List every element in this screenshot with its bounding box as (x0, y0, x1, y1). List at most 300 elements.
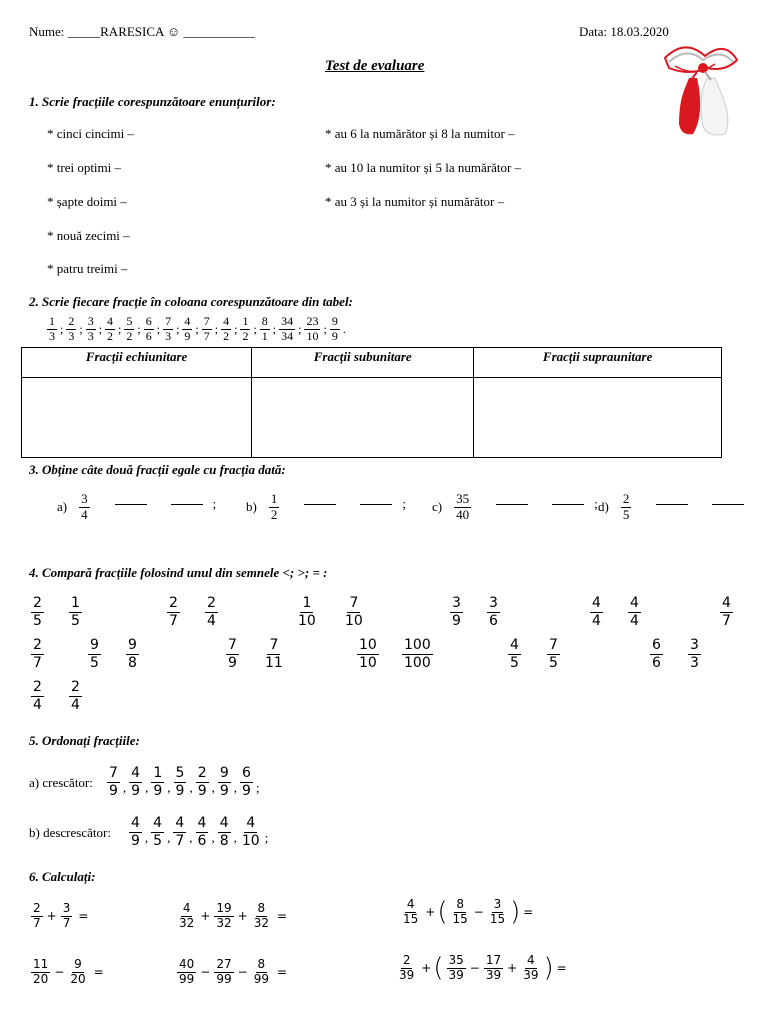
s3-item (598, 492, 744, 523)
compare-fraction (296, 595, 318, 630)
compare-fraction (126, 637, 139, 672)
answer-blank[interactable] (496, 503, 528, 505)
answer-blank[interactable] (304, 503, 336, 505)
order-fraction (196, 765, 209, 798)
calc-fraction (68, 958, 87, 987)
numerator: 4 (246, 815, 256, 832)
numerator: 3 (87, 313, 94, 328)
compare-fraction (508, 637, 521, 672)
s2-fraction (260, 315, 270, 344)
s6-expression (394, 954, 567, 983)
denominator: 7 (62, 915, 71, 930)
denominator: 15 (489, 911, 506, 926)
numerator: 27 (216, 957, 232, 971)
separator: ; (298, 321, 302, 336)
order-fraction (218, 815, 231, 848)
s4-comparisons (0, 590, 768, 720)
separator: ; (118, 321, 122, 336)
order-fraction (173, 815, 186, 848)
s2-fraction (304, 315, 320, 344)
compare-fraction (226, 637, 239, 672)
separator: ; (255, 780, 260, 795)
numerator: 2 (71, 679, 80, 695)
section-1-heading: 1. Scrie fracțiile corespunzătoare enunțurilor: (29, 94, 276, 109)
operator: + (507, 961, 518, 976)
answer-cell-subunitare[interactable] (252, 378, 474, 458)
order-fraction (129, 815, 142, 848)
s5-a-fractions (104, 762, 260, 802)
separator: ; (79, 321, 83, 336)
separator: ; (594, 496, 598, 512)
denominator: 3 (68, 328, 75, 343)
numerator: 4 (722, 595, 731, 611)
numerator: 3 (62, 901, 71, 915)
denominator: 1 (261, 328, 268, 343)
separator: , (211, 780, 215, 795)
s1-right-item: * au 6 la numărător și 8 la numitor – (325, 126, 515, 141)
given-fraction (621, 492, 632, 523)
answer-cell-supraunitare[interactable] (474, 378, 722, 458)
operator: + (46, 909, 57, 924)
compare-fraction (31, 637, 44, 672)
compare-fraction (167, 595, 180, 630)
compare-fraction (487, 595, 500, 630)
denominator: 5 (90, 654, 99, 671)
compare-fraction (263, 637, 285, 672)
section-3-heading: 3. Obține câte două fracții egale cu fracția dată: (29, 462, 286, 477)
compare-fraction (88, 637, 101, 672)
order-fraction (151, 765, 164, 798)
separator: ; (234, 321, 238, 336)
numerator: 9 (90, 637, 99, 653)
operator: − (237, 965, 248, 980)
order-fraction (129, 765, 142, 798)
denominator: 5 (33, 612, 42, 629)
operator: − (200, 965, 211, 980)
denominator: 9 (219, 782, 229, 799)
s6-expression (174, 902, 287, 931)
denominator: 39 (448, 967, 464, 982)
numerator: 7 (549, 637, 558, 653)
denominator: 4 (71, 696, 80, 713)
classification-table (21, 347, 722, 458)
s1-left-item: * nouă zecimi – (47, 228, 130, 243)
s2-fraction (182, 315, 192, 344)
denominator: 2 (242, 328, 249, 343)
column-header-echiunitare: Fracții echiunitare (22, 348, 252, 378)
given-fraction (454, 492, 471, 523)
compare-fraction (720, 595, 733, 630)
separator: ; (60, 321, 64, 336)
operator: + (200, 909, 211, 924)
compare-fraction (31, 595, 44, 630)
section-6-heading: 6. Calculați: (29, 869, 96, 884)
numerator: 3 (81, 491, 88, 506)
compare-fraction (628, 595, 641, 630)
s2-fraction (66, 315, 76, 344)
numerator: 2 (33, 679, 42, 695)
numerator: 6 (145, 313, 152, 328)
denominator: 15 (403, 911, 419, 926)
separator: ; (156, 321, 161, 336)
separator: ; (253, 321, 257, 336)
numerator: 4 (197, 815, 207, 832)
open-paren: ( (433, 953, 444, 984)
denominator: 2 (126, 328, 133, 343)
answer-blank[interactable] (552, 503, 584, 505)
numerator: 7 (165, 313, 172, 328)
numerator: 4 (223, 313, 230, 328)
numerator: 7 (109, 765, 118, 782)
denominator: 7 (33, 915, 41, 930)
column-header-subunitare: Fracții subunitare (252, 348, 474, 378)
denominator: 10 (241, 832, 260, 849)
denominator: 11 (265, 654, 283, 671)
denominator: 20 (70, 971, 86, 986)
denominator: 5 (622, 506, 630, 522)
numerator: 23 (306, 313, 319, 328)
s2-fraction (163, 315, 173, 344)
numerator: 2 (207, 595, 216, 611)
s1-left-item: * șapte doimi – (47, 194, 127, 209)
numerator: 8 (261, 313, 268, 328)
operator: − (54, 965, 65, 980)
numerator: 8 (257, 901, 266, 915)
denominator: 40 (456, 506, 470, 522)
numerator: 34 (281, 313, 294, 328)
s2-fraction (221, 315, 231, 344)
numerator: 10 (359, 637, 377, 653)
denominator: 2 (107, 328, 114, 343)
numerator: 1 (153, 765, 163, 782)
calc-fraction (31, 902, 43, 931)
answer-blank[interactable] (656, 503, 688, 505)
answer-blank[interactable] (712, 503, 744, 505)
denominator: 6 (652, 654, 661, 671)
s2-fraction (330, 315, 340, 344)
separator: ; (214, 321, 219, 336)
separator: , (167, 780, 171, 795)
denominator: 10 (359, 654, 377, 671)
numerator: 8 (456, 897, 464, 911)
numerator: 11 (33, 957, 49, 971)
s1-left-item: * patru treimi – (47, 261, 128, 276)
section-2-heading: 2. Scrie fiecare fracție în coloana corespunzătoare din tabel: (29, 294, 353, 309)
separator: ; (176, 321, 180, 336)
calc-fraction (484, 954, 503, 983)
s3-item (246, 492, 406, 523)
open-paren: ( (437, 897, 448, 928)
separator: ; (402, 496, 406, 512)
separator: , (144, 830, 149, 845)
calc-fraction (252, 958, 271, 987)
s3-item (432, 492, 598, 523)
calc-fraction (447, 954, 466, 983)
denominator: 39 (399, 967, 415, 982)
numerator: 2 (402, 953, 411, 967)
calc-fraction (31, 958, 50, 987)
numerator: 9 (331, 313, 338, 328)
order-fraction (240, 815, 262, 848)
equals-sign: = (276, 965, 288, 980)
denominator: 9 (184, 328, 191, 343)
numerator: 4 (527, 953, 535, 967)
s2-fraction (86, 315, 96, 344)
denominator: 6 (489, 612, 498, 629)
s2-fraction (279, 315, 295, 344)
denominator: 5 (549, 654, 558, 671)
compare-fraction (590, 595, 603, 630)
compare-fraction (688, 637, 701, 672)
denominator: 9 (452, 612, 461, 629)
denominator: 9 (175, 782, 185, 799)
s2-fraction (124, 315, 134, 344)
operator: − (469, 961, 480, 976)
numerator: 4 (175, 815, 185, 832)
compare-fraction (69, 679, 82, 714)
compare-fraction (547, 637, 560, 672)
denominator: 7 (169, 612, 178, 629)
numerator: 1 (302, 595, 312, 611)
numerator: 2 (33, 901, 41, 915)
numerator: 6 (652, 637, 661, 653)
s2-fraction-list (44, 313, 484, 345)
numerator: 4 (630, 595, 639, 611)
denominator: 20 (33, 971, 49, 986)
s1-right-item: * au 3 și la numitor și numărător – (325, 194, 505, 209)
item-label: b) (246, 499, 257, 515)
compare-fraction (402, 637, 433, 672)
operator: + (237, 909, 248, 924)
compare-fraction (357, 637, 379, 672)
order-fraction (240, 765, 253, 798)
numerator: 2 (622, 491, 630, 506)
item-label: d) (598, 499, 609, 515)
numerator: 4 (219, 815, 229, 832)
numerator: 1 (270, 491, 278, 506)
numerator: 35 (456, 491, 470, 506)
denominator: 4 (81, 506, 88, 522)
denominator: 32 (179, 915, 195, 930)
denominator: 2 (270, 506, 278, 522)
compare-fraction (450, 595, 463, 630)
calc-fraction (488, 898, 507, 927)
given-fraction (79, 492, 90, 523)
close-paren: ) (543, 953, 554, 984)
denominator: 5 (71, 612, 80, 629)
numerator: 5 (126, 313, 133, 328)
denominator: 39 (485, 967, 502, 982)
s6-expression (28, 902, 88, 931)
separator: , (167, 830, 171, 845)
denominator: 4 (630, 612, 639, 629)
answer-blank[interactable] (360, 503, 392, 505)
numerator: 4 (131, 765, 141, 782)
denominator: 5 (510, 654, 519, 671)
denominator: 39 (523, 967, 539, 982)
s5-b-label: b) descrescător: (29, 825, 111, 840)
separator: ; (272, 321, 277, 336)
section-4-heading: 4. Compară fracțiile folosind unul din semnele <; >; = : (29, 565, 328, 580)
operator: + (421, 961, 432, 976)
numerator: 9 (128, 637, 137, 653)
separator: , (145, 780, 149, 795)
denominator: 7 (203, 328, 210, 343)
s6-expression (174, 958, 287, 987)
denominator: 2 (223, 328, 230, 343)
numerator: 2 (169, 595, 178, 611)
denominator: 9 (131, 782, 141, 799)
calc-fraction (214, 902, 233, 931)
numerator: 2 (33, 595, 42, 611)
numerator: 17 (485, 953, 502, 967)
order-fraction (174, 765, 187, 798)
numerator: 4 (131, 815, 140, 832)
denominator: 9 (197, 782, 207, 799)
student-name: Nume: _____RARESICA ☺ ___________ (29, 24, 255, 39)
denominator: 10 (298, 612, 316, 629)
denominator: 10 (345, 612, 363, 629)
numerator: 8 (257, 957, 266, 971)
calc-fraction (214, 958, 233, 987)
denominator: 8 (219, 832, 229, 849)
numerator: 4 (184, 313, 191, 328)
denominator: 3 (87, 328, 94, 343)
order-fraction (107, 765, 120, 798)
numerator: 3 (489, 595, 498, 611)
denominator: 10 (306, 328, 319, 343)
calc-fraction (252, 902, 271, 931)
numerator: 7 (228, 637, 237, 653)
calc-fraction (397, 954, 416, 983)
separator: ; (264, 830, 269, 845)
numerator: 35 (448, 953, 464, 967)
denominator: 9 (131, 832, 140, 849)
operator: + (425, 905, 436, 920)
s1-left-item: * cinci cincimi – (47, 126, 135, 141)
denominator: 5 (153, 832, 163, 849)
denominator: 32 (253, 915, 269, 930)
item-label: a) (57, 499, 68, 515)
numerator: 2 (33, 637, 42, 653)
s1-left-item: * trei optimi – (47, 160, 122, 175)
s2-fraction (47, 315, 57, 344)
numerator: 9 (74, 957, 82, 971)
operator: − (473, 905, 484, 920)
numerator: 4 (510, 637, 519, 653)
equals-sign: = (523, 905, 534, 920)
denominator: 3 (690, 654, 699, 671)
separator: , (233, 830, 237, 845)
denominator: 9 (228, 654, 237, 671)
close-paren: ) (510, 897, 521, 928)
compare-fraction (69, 595, 82, 630)
equals-sign: = (276, 909, 288, 924)
denominator: 7 (175, 832, 185, 849)
numerator: 1 (49, 313, 55, 328)
numerator: 40 (179, 957, 195, 971)
section-5-heading: 5. Ordonați fracțiile: (29, 733, 140, 748)
numerator: 4 (182, 901, 191, 915)
calc-fraction (177, 902, 196, 931)
denominator: 34 (281, 328, 294, 343)
numerator: 7 (203, 313, 210, 328)
denominator: 3 (165, 328, 172, 343)
compare-fraction (343, 595, 365, 630)
s3-items (0, 492, 768, 532)
numerator: 1 (71, 595, 80, 611)
numerator: 3 (690, 637, 699, 653)
martisor-icon (655, 38, 745, 142)
denominator: 9 (109, 782, 118, 799)
numerator: 2 (68, 313, 75, 328)
denominator: 32 (216, 915, 232, 930)
item-label: c) (432, 499, 443, 515)
s5-b-fractions (126, 812, 268, 852)
compare-fraction (205, 595, 218, 630)
separator: ; (323, 321, 327, 336)
separator: , (211, 830, 215, 845)
column-header-supraunitare: Fracții supraunitare (474, 348, 722, 378)
numerator: 4 (107, 313, 114, 328)
denominator: 4 (33, 696, 42, 713)
denominator: 99 (253, 971, 269, 986)
equals-sign: = (556, 961, 567, 976)
s2-fraction (202, 315, 212, 344)
given-fraction (269, 492, 280, 523)
calc-fraction (61, 902, 73, 931)
s3-item (57, 492, 216, 523)
s2-fraction (144, 315, 154, 344)
page-title: Test de evaluare (325, 58, 425, 74)
numerator: 2 (197, 765, 207, 782)
separator: ; (137, 321, 141, 336)
denominator: 8 (128, 654, 137, 671)
separator: , (189, 780, 193, 795)
order-fraction (196, 815, 209, 848)
denominator: 3 (49, 328, 55, 343)
s6-expression (28, 958, 104, 987)
denominator: 6 (197, 832, 207, 849)
separator: , (233, 780, 238, 795)
numerator: 7 (269, 637, 279, 653)
calc-fraction (521, 954, 540, 983)
answer-blank[interactable] (115, 503, 147, 505)
s5-a-label: a) crescător: (29, 775, 93, 790)
s2-fraction (105, 315, 115, 344)
denominator: 9 (153, 782, 163, 799)
denominator: 7 (722, 612, 731, 629)
denominator: 9 (331, 328, 338, 343)
test-date: Data: 18.03.2020 (579, 24, 669, 39)
answer-cell-echiunitare[interactable] (22, 378, 252, 458)
separator: ; (195, 321, 199, 336)
calc-fraction (401, 898, 420, 927)
denominator: 99 (216, 971, 232, 986)
separator: ; (212, 496, 217, 512)
denominator: 4 (207, 612, 216, 629)
answer-blank[interactable] (171, 503, 203, 505)
numerator: 6 (242, 765, 251, 782)
denominator: 4 (592, 612, 601, 629)
calc-fraction (451, 898, 470, 927)
equals-sign: = (78, 909, 89, 924)
denominator: 7 (33, 654, 42, 671)
numerator: 4 (406, 897, 415, 911)
denominator: 99 (179, 971, 195, 986)
denominator: 100 (404, 654, 431, 671)
numerator: 3 (452, 595, 461, 611)
